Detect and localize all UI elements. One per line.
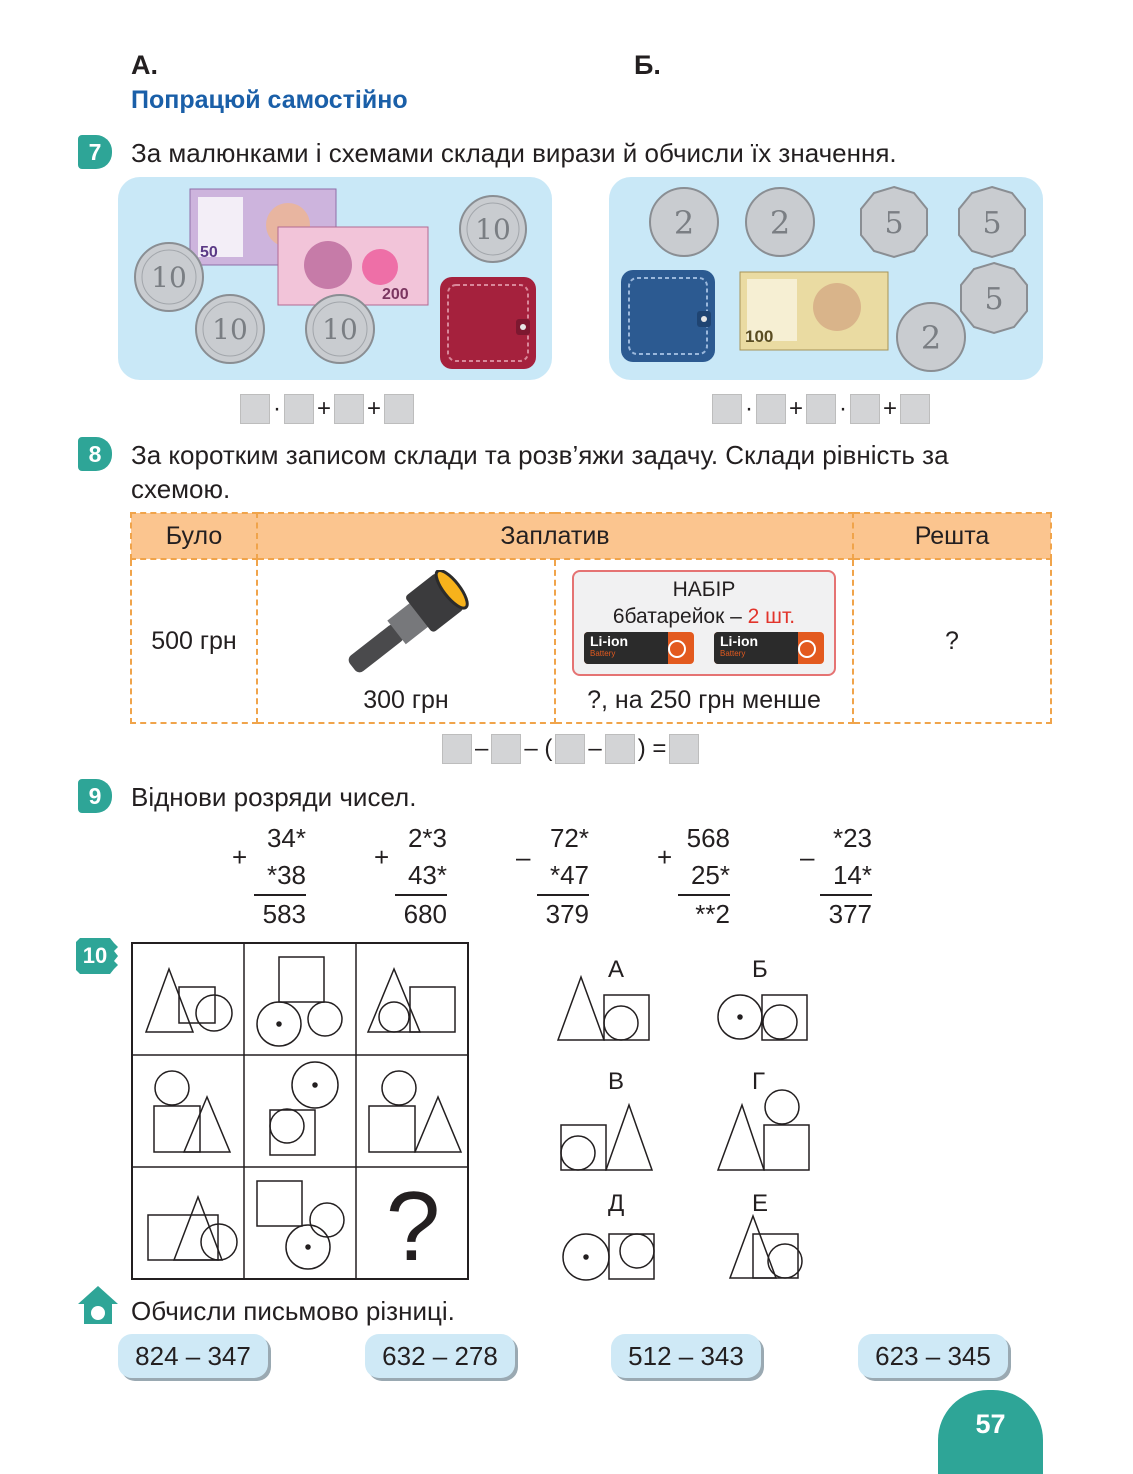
task-8-text: За коротким записом склади та розв’яжи задачу. Склади рівність за схемою. xyxy=(131,440,949,504)
svg-text:2: 2 xyxy=(920,319,942,357)
svg-text:10: 10 xyxy=(322,313,358,346)
label-a: А. xyxy=(131,50,158,80)
svg-text:10: 10 xyxy=(475,213,511,246)
answer-box[interactable] xyxy=(334,394,364,424)
cell-r3c1-shapes xyxy=(148,1197,237,1260)
money-illustration-left xyxy=(118,177,552,380)
banknote-200 xyxy=(278,227,428,305)
homework-item-3: 512 – 343 xyxy=(611,1334,761,1378)
option-g[interactable] xyxy=(712,1085,817,1175)
battery-set-price: ?, на 250 грн менше xyxy=(587,686,821,714)
svg-text:2: 2 xyxy=(673,204,695,242)
task-7-right-scheme: · + · + xyxy=(712,394,930,424)
task-10-number-badge: 10 xyxy=(76,938,118,974)
coin-2-c xyxy=(897,303,965,371)
coin-2-a xyxy=(650,188,718,256)
header-had: Було xyxy=(131,513,257,559)
cell-r1c3-shapes xyxy=(368,969,455,1032)
cell-battery-set xyxy=(555,559,853,723)
answer-box[interactable] xyxy=(555,734,585,764)
homework-item-1: 824 – 347 xyxy=(118,1334,268,1378)
coin-10-d xyxy=(460,196,526,262)
task-7-text: За малюнками і схемами склади вирази й обчисли їх значення. xyxy=(131,138,897,168)
battery-count: 2 шт. xyxy=(747,605,796,628)
coin-10-a xyxy=(135,243,203,311)
battery-row xyxy=(574,630,834,664)
option-d[interactable] xyxy=(556,1226,661,1286)
coin-2-b xyxy=(746,188,814,256)
header-paid: Заплатив xyxy=(257,513,853,559)
coin-10-c xyxy=(306,295,374,363)
column-4: 568 25* **2 xyxy=(678,820,730,933)
task-7-left-scheme: · + + xyxy=(240,394,414,424)
battery-icon: Li-ion Battery xyxy=(584,632,694,664)
task-9-number: 9 xyxy=(78,779,112,813)
column-1: 34* *38 583 xyxy=(254,820,306,933)
task-7-left-picture xyxy=(118,177,552,380)
answer-box[interactable] xyxy=(284,394,314,424)
coin-5-b xyxy=(959,187,1025,257)
task-7-number: 7 xyxy=(78,135,112,169)
column-4-sign: + xyxy=(657,842,673,872)
cell-flashlight xyxy=(257,559,555,723)
cell-r3c2-shapes xyxy=(257,1181,344,1269)
cell-r1c2-shapes xyxy=(257,957,342,1046)
column-5-sign: – xyxy=(800,842,815,872)
answer-box[interactable] xyxy=(712,394,742,424)
banknote-100-label: 100 xyxy=(745,327,774,346)
battery-set-title: НАБІР xyxy=(672,578,736,601)
money-illustration-right xyxy=(609,177,1043,380)
column-3: 72* *47 379 xyxy=(537,820,589,933)
answer-box[interactable] xyxy=(756,394,786,424)
shape-matrix xyxy=(131,942,471,1282)
section-subtitle: Попрацюй самостійно xyxy=(131,86,408,114)
answer-box[interactable] xyxy=(669,734,699,764)
cell-rest: ? xyxy=(853,559,1051,723)
banknote-50-label: 50 xyxy=(200,244,218,261)
answer-box[interactable] xyxy=(806,394,836,424)
svg-text:10: 10 xyxy=(151,261,187,294)
banknote-100 xyxy=(740,272,888,350)
column-5: *23 14* 377 xyxy=(820,820,872,933)
task-7-right-picture xyxy=(609,177,1043,380)
cell-r2c3-shapes xyxy=(369,1071,461,1152)
option-e-label: Е xyxy=(752,1190,769,1217)
page-number: 57 xyxy=(938,1390,1043,1474)
homework-text: Обчисли письмово різниці. xyxy=(131,1296,455,1326)
answer-box[interactable] xyxy=(850,394,880,424)
svg-text:5: 5 xyxy=(982,206,1002,241)
option-d-label: Д xyxy=(608,1190,625,1217)
option-a[interactable] xyxy=(556,975,656,1045)
answer-box[interactable] xyxy=(240,394,270,424)
cell-r2c2-shapes xyxy=(270,1062,338,1155)
cell-r2c1-shapes xyxy=(154,1071,230,1152)
coin-5-a xyxy=(861,187,927,257)
answer-box[interactable] xyxy=(605,734,635,764)
battery-set-card xyxy=(572,570,836,676)
coin-5-c xyxy=(961,263,1027,333)
answer-box[interactable] xyxy=(900,394,930,424)
column-2-sign: + xyxy=(374,842,390,872)
svg-text:2: 2 xyxy=(769,204,791,242)
option-v-label: В xyxy=(608,1068,625,1095)
answer-box[interactable] xyxy=(442,734,472,764)
svg-text:5: 5 xyxy=(884,206,904,241)
svg-text:5: 5 xyxy=(984,282,1004,317)
battery-icon: Li-ion Battery xyxy=(714,632,824,664)
option-e[interactable] xyxy=(725,1214,810,1284)
svg-text:10: 10 xyxy=(212,313,248,346)
banknote-200-label: 200 xyxy=(382,286,409,303)
column-1-sign: + xyxy=(232,842,248,872)
task-9-text: Віднови розряди чисел. xyxy=(131,782,417,812)
battery-set-line: 6батарейок – 2 шт. xyxy=(612,605,796,628)
task-8-scheme: – – ( – ) = xyxy=(442,734,699,764)
coin-10-b xyxy=(196,295,264,363)
cell-had: 500 грн xyxy=(131,559,257,723)
label-b: Б. xyxy=(634,50,661,80)
option-a-label: А xyxy=(608,956,625,983)
column-2: 2*3 43* 680 xyxy=(395,820,447,933)
homework-item-2: 632 – 278 xyxy=(365,1334,515,1378)
wallet-red xyxy=(440,277,536,369)
task-8-number: 8 xyxy=(78,437,112,471)
question-mark: ? xyxy=(385,1171,441,1281)
header-rest: Решта xyxy=(853,513,1051,559)
homework-item-4: 623 – 345 xyxy=(858,1334,1008,1378)
flashlight-price: 300 грн xyxy=(363,686,449,714)
option-b[interactable] xyxy=(712,975,817,1045)
house-icon xyxy=(76,1284,120,1326)
column-3-sign: – xyxy=(516,842,531,872)
answer-box[interactable] xyxy=(384,394,414,424)
option-b-label: Б xyxy=(752,956,768,983)
cell-r1c1-shapes xyxy=(146,969,232,1032)
wallet-blue xyxy=(621,270,715,362)
task-8-short-record-table xyxy=(130,512,1052,724)
answer-box[interactable] xyxy=(491,734,521,764)
option-v[interactable] xyxy=(556,1100,656,1175)
flashlight-icon xyxy=(326,570,486,680)
option-g-label: Г xyxy=(752,1068,765,1095)
